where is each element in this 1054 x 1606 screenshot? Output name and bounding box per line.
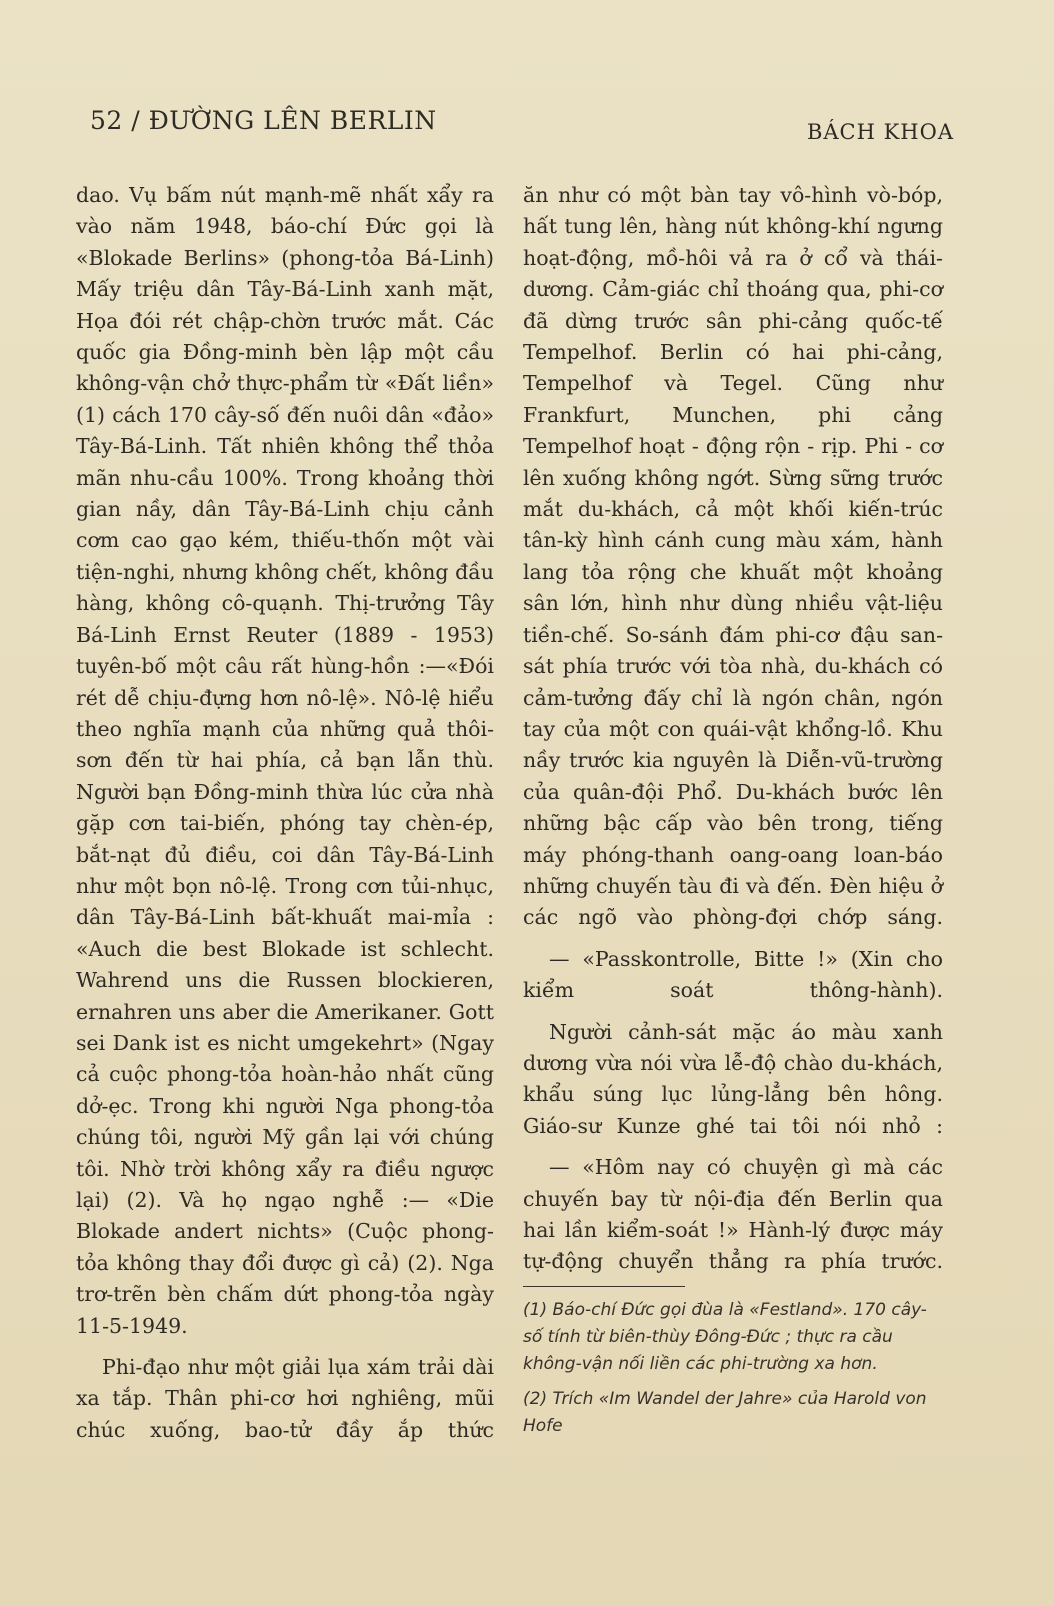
footnote-2: (2) Trích «Im Wandel der Jahre» của Harold von Hofe <box>523 1388 927 1436</box>
right-paragraph-3: Người cảnh-sát mặc áo màu xanh dương vừa nói vừa lễ-độ chào du-khách, khẩu súng lục lủng-lẳng bên hông. Giáo-sư Kunze ghé tai tôi nói nhỏ : <box>523 1019 943 1138</box>
footnote-gap <box>523 1378 943 1386</box>
running-header <box>90 106 954 146</box>
left-paragraph-1: dao. Vụ bấm nút mạnh-mẽ nhất xẩy ra vào năm 1948, báo-chí Đức gọi là «Blokade Berlins» (phong-tỏa Bá-Linh) Mấy triệu dân Tây-Bá-Linh xanh mặt, Họa đói rét chập-chờn trước mắt. Các quốc gia Đồng-minh bèn lập một cầu không-vận chở thực-phẩm từ «Đất liền» (1) cách 170 cây-số đến nuôi dân «đảo» Tây-Bá-Linh. Tất nhiên không thể thỏa mãn nhu-cầu 100%. Trong khoảng thời gian nầy, dân Tây-Bá-Linh chịu cảnh cơm cao gạo kém, thiếu-thốn một vài tiện-nghi, nhưng không chết, không đầu hàng, không cô-quạnh. Thị-trưởng Tây Bá-Linh Ernst Reuter (1889 - 1953) tuyên-bố một câu rất hùng-hồn :—«Đói rét dễ chịu-đựng hơn nô-lệ». Nô-lệ hiểu theo nghĩa mạnh của những quả thôi-sơn đến từ hai phía, cả bạn lẫn thù. Người bạn Đồng-minh thừa lúc cửa nhà gặp cơn tai-biến, phóng tay chèn-ép, bắt-nạt đủ điều, coi dân Tây-Bá-Linh như một bọn nô-lệ. Trong cơn tủi-nhục, dân Tây-Bá-Linh bất-khuất mai-mỉa : «Auch die best Blokade ist schlecht. Wahrend uns die Russen blockieren, ernahren uns aber die Amerikaner. Gott sei Dank ist es nicht umgekehrt» (Ngay cả cuộc phong-tỏa hoàn-hảo nhất cũng dở-ẹc. Trong khi người Nga phong-tỏa chúng tôi, người Mỹ gần lại với chúng tôi. Nhờ trời không xẩy ra điều ngược lại) (2). Và họ ngạo nghễ :— «Die Blokade andert nichts» (Cuộc phong-tỏa không thay đổi được gì cả) (2). Nga trơ-trẽn bèn chấm dứt phong-tỏa ngày 11-5-1949. <box>76 183 494 1338</box>
footnote-1: (1) Báo-chí Đức gọi đùa là «Festland». 170 cây-số tính từ biên-thùy Đông-Đức ; thực ra cầu không-vận nối liền các phi-trường xa hơn. <box>523 1299 927 1374</box>
paragraph-gap <box>523 1142 943 1152</box>
footnote-rule <box>523 1286 685 1287</box>
right-paragraph-4: — «Hôm nay có chuyện gì mà các chuyến bay từ nội-địa đến Berlin qua hai lần kiểm-soát !» Hành-lý được máy tự-động chuyển thẳng ra phía trước. <box>523 1155 943 1274</box>
left-column <box>76 180 494 1446</box>
paragraph-gap <box>76 1342 494 1352</box>
paragraph-gap <box>523 934 943 944</box>
page-number-and-title: 52 / ĐƯỜNG LÊN BERLIN <box>90 106 437 135</box>
right-column <box>523 180 943 1440</box>
magazine-name: BÁCH KHOA <box>806 120 954 144</box>
paragraph-gap <box>523 1007 943 1017</box>
right-paragraph-2: — «Passkontrolle, Bitte !» (Xin cho kiểm soát thông-hành). <box>523 946 943 1003</box>
right-paragraph-1: ăn như có một bàn tay vô-hình vò-bóp, hất tung lên, hàng nút không-khí ngưng hoạt-động, mồ-hôi vả ra ở cổ và thái-dương. Cảm-giác chỉ thoáng qua, phi-cơ đã dừng trước sân phi-cảng quốc-tế Tempelhof. Berlin có hai phi-cảng, Tempelhof và Tegel. Cũng như Frankfurt, Munchen, phi cảng Tempelhof hoạt - động rộn - rịp. Phi - cơ lên xuống không ngớt. Sừng sững trước mắt du-khách, cả một khối kiến-trúc tân-kỳ hình cánh cung màu xám, hành lang tỏa rộng che khuất một khoảng sân lớn, hình như dùng nhiều vật-liệu tiền-chế. So-sánh đám phi-cơ đậu san-sát phía trước với tòa nhà, du-khách có cảm-tưởng đấy chỉ là ngón chân, ngón tay của một con quái-vật khổng-lồ. Khu nầy trước kia nguyên là Diễn-vũ-trường của quân-đội Phổ. Du-khách bước lên những bậc cấp vào bên trong, tiếng máy phóng-thanh oang-oang loan-báo những chuyến tàu đi và đến. Đèn hiệu ở các ngõ vào phòng-đợi chớp sáng. <box>523 183 943 930</box>
left-paragraph-2: Phi-đạo như một giải lụa xám trải dài xa tắp. Thân phi-cơ hơi nghiêng, mũi chúc xuống, bao-tử đầy ắp thức <box>76 1355 494 1442</box>
